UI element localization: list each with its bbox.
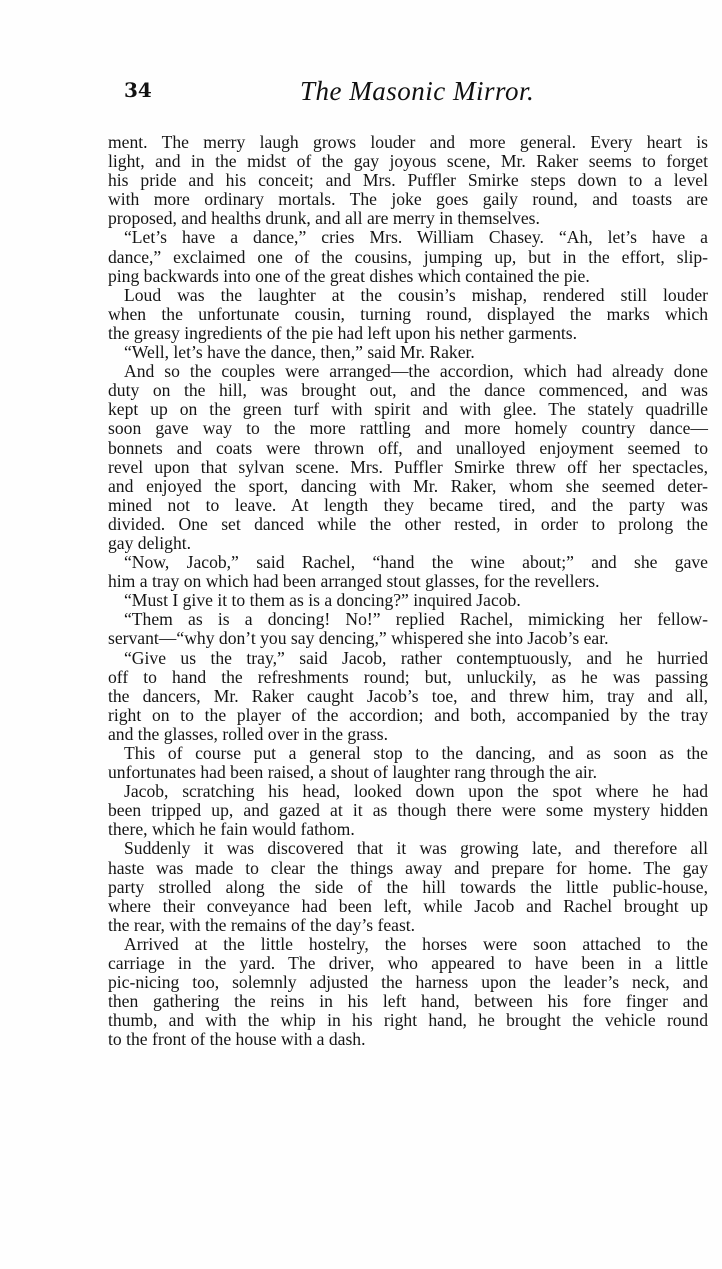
text-line: [108, 591, 708, 610]
text-line-content: him a tray on which had been arranged stout glasses, for the revellers.: [108, 571, 600, 592]
text-line: [108, 572, 708, 591]
text-line-content: the rear, with the remains of the day’s feast.: [108, 914, 416, 935]
text-line-content: light, and in the midst of the gay joyous scene, Mr. Raker seems to forget: [108, 151, 708, 172]
text-line: [108, 610, 708, 629]
text-line-content: Loud was the laughter at the cousin’s mishap, rendered still louder: [124, 284, 708, 305]
text-line: [108, 878, 708, 897]
text-line: [108, 439, 708, 458]
text-line-content: right on to the player of the accordion; and both, accompanied by the tray: [108, 704, 708, 725]
text-line-content: And so the couples were arranged—the accordion, which had already done: [124, 361, 708, 382]
text-line: [108, 629, 708, 648]
text-line-content: been tripped up, and gazed at it as though there were some mystery hidden: [108, 800, 708, 821]
text-line-content: duty on the hill, was brought out, and the dance commenced, and was: [108, 380, 708, 401]
text-line-content: soon gave way to the more rattling and more homely country dance—: [108, 418, 708, 439]
text-line: [108, 687, 708, 706]
text-line: [108, 209, 708, 228]
text-line: [108, 515, 708, 534]
text-line: [108, 305, 708, 324]
text-line: [108, 763, 708, 782]
text-line-content: with more ordinary mortals. The joke goes gaily round, and toasts are: [108, 189, 708, 210]
text-line-content: to the front of the house with a dash.: [108, 1029, 366, 1050]
text-line: [108, 190, 708, 209]
text-line: [108, 725, 708, 744]
text-line-content: there, which he fain would fathom.: [108, 819, 355, 840]
text-line-content: thumb, and with the whip in his right hand, he brought the vehicle round: [108, 1010, 708, 1031]
text-line-content: ping backwards into one of the great dishes which contained the pie.: [108, 265, 590, 286]
text-line-content: the greasy ingredients of the pie had left upon his nether garments.: [108, 322, 578, 343]
text-line: [108, 343, 708, 362]
text-line: [108, 152, 708, 171]
text-line: [108, 381, 708, 400]
text-line-content: pic-nicing too, solemnly adjusted the harness upon the leader’s neck, and: [108, 972, 708, 993]
text-line: [108, 954, 708, 973]
text-line: [108, 859, 708, 878]
text-line: [108, 248, 708, 267]
text-line: [108, 171, 708, 190]
text-line: [108, 267, 708, 286]
text-line-content: This of course put a general stop to the dancing, and as soon as the: [124, 743, 708, 763]
text-line-content: ment. The merry laugh grows louder and more general. Every heart is: [108, 132, 708, 152]
text-line-content: haste was made to clear the things away and prepare for home. The gay: [108, 857, 708, 878]
text-line: [108, 744, 708, 763]
text-line: [108, 324, 708, 343]
text-line: [108, 553, 708, 572]
text-line-content: dance,” exclaimed one of the cousins, jumping up, but in the effort, slip-: [108, 246, 708, 267]
text-line: [108, 133, 708, 152]
text-line: [108, 400, 708, 419]
text-line-content: “Well, let’s have the dance, then,” said Mr. Raker.: [124, 342, 475, 363]
page-number: 34: [124, 78, 152, 102]
text-line: [108, 820, 708, 839]
body-text: [108, 133, 708, 1050]
text-line: [108, 534, 708, 553]
text-line: [108, 668, 708, 687]
text-line-content: “Let’s have a dance,” cries Mrs. William Chasey. “Ah, let’s have a: [124, 227, 708, 248]
text-line: [108, 458, 708, 477]
running-title: The Masonic Mirror.: [300, 76, 535, 106]
text-line: [108, 477, 708, 496]
text-line: [108, 839, 708, 858]
text-line: [108, 649, 708, 668]
text-line: [108, 286, 708, 305]
text-line-content: “Give us the tray,” said Jacob, rather contemptuously, and he hurried: [124, 647, 708, 668]
text-line: [108, 992, 708, 1011]
text-line: [108, 1030, 708, 1049]
text-line: [108, 228, 708, 247]
text-line-content: bonnets and coats were thrown off, and unalloyed enjoyment seemed to: [108, 437, 708, 458]
text-line: [108, 782, 708, 801]
text-line: [108, 935, 708, 954]
text-line-content: and enjoyed the sport, dancing with Mr. Raker, whom she seemed deter-: [108, 475, 708, 496]
text-line: [108, 973, 708, 992]
text-line-content: the dancers, Mr. Raker caught Jacob’s toe, and threw him, tray and all,: [108, 685, 708, 706]
text-line-content: Jacob, scratching his head, looked down upon the spot where he had: [124, 781, 708, 802]
text-line-content: revel upon that sylvan scene. Mrs. Puffler Smirke threw off her spectacles,: [108, 456, 708, 477]
text-line-content: servant—“why don’t you say dencing,” whispered she into Jacob’s ear.: [108, 628, 609, 649]
text-line-content: “Now, Jacob,” said Rachel, “hand the wine about;” and she gave: [124, 552, 708, 573]
text-line-content: then gathering the reins in his left hand, between his fore finger and: [108, 991, 708, 1012]
text-line-content: his pride and his conceit; and Mrs. Puffler Smirke steps down to a level: [108, 170, 708, 191]
text-line-content: where their conveyance had been left, while Jacob and Rachel brought up: [108, 895, 708, 916]
text-line: [108, 419, 708, 438]
text-line: [108, 801, 708, 820]
text-line: [108, 496, 708, 515]
text-line: [108, 1011, 708, 1030]
text-line-content: carriage in the yard. The driver, who appeared to have been in a little: [108, 953, 708, 974]
text-line-content: kept up on the green turf with spirit and with glee. The stately quadrille: [108, 399, 708, 420]
text-line: [108, 897, 708, 916]
text-line: [108, 362, 708, 381]
text-line-content: mined not to leave. At length they became tired, and the party was: [108, 494, 708, 515]
text-line-content: unfortunates had been raised, a shout of laughter rang through the air.: [108, 762, 598, 783]
text-line-content: Suddenly it was discovered that it was growing late, and therefore all: [124, 838, 708, 859]
text-line-content: gay delight.: [108, 532, 192, 553]
text-line-content: when the unfortunate cousin, turning round, displayed the marks which: [108, 303, 708, 324]
text-line: [108, 916, 708, 935]
text-line-content: “Must I give it to them as is a doncing?” inquired Jacob.: [124, 590, 521, 611]
text-line-content: “Them as is a doncing! No!” replied Rachel, mimicking her fellow-: [124, 609, 708, 630]
text-line-content: party strolled along the side of the hill towards the little public-house,: [108, 876, 708, 897]
text-line-content: Arrived at the little hostelry, the horses were soon attached to the: [124, 933, 708, 954]
text-line-content: off to hand the refreshments round; but, unluckily, as he was passing: [108, 666, 708, 687]
text-line-content: and the glasses, rolled over in the grass.: [108, 723, 388, 744]
text-line: [108, 706, 708, 725]
text-line-content: proposed, and healths drunk, and all are merry in themselves.: [108, 208, 540, 229]
text-line-content: divided. One set danced while the other rested, in order to prolong the: [108, 513, 708, 534]
